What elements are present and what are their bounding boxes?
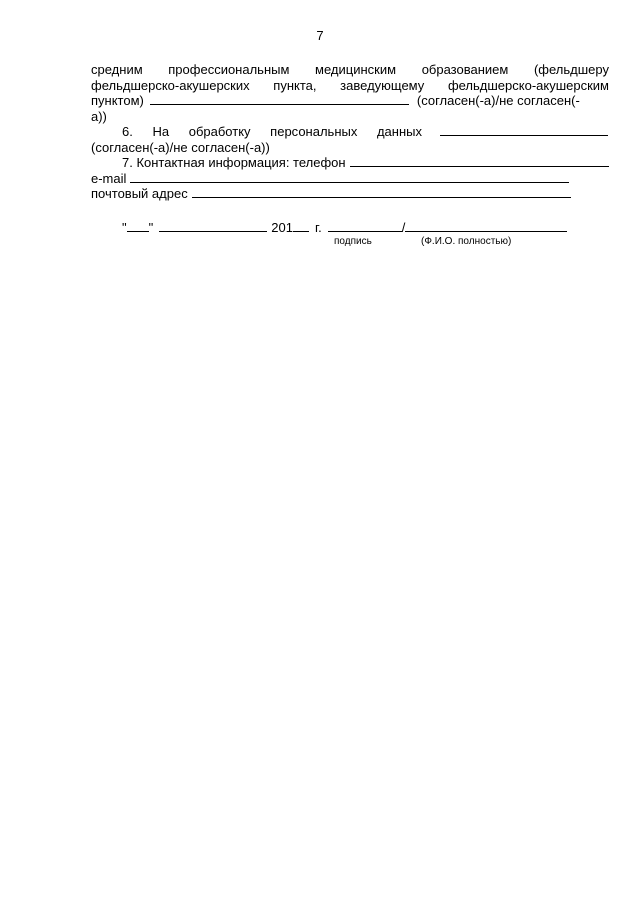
consent-answer-blank[interactable] [150,93,409,105]
date-signature-row [91,220,609,236]
word: профессиональным [168,62,290,77]
word: образованием [421,62,509,77]
email-label: e-mail [91,170,127,186]
postal-line [91,186,571,202]
full-name-field[interactable] [405,220,567,232]
postal-address-field[interactable] [192,186,571,198]
word: медицинским [315,62,397,77]
paragraph1-line3-end: (согласен(-а)/не согласен(- [416,93,580,108]
word: персональных [270,124,358,139]
word: пункта, [273,77,317,93]
year-field[interactable] [293,220,309,232]
word: средним [91,62,143,77]
paragraph1-line4 [91,109,609,125]
year-suffix: г. [314,219,322,235]
form-content [91,62,609,249]
signature-field[interactable] [328,220,402,232]
signature-captions [91,235,609,249]
month-field[interactable] [159,220,267,232]
word: На [152,124,170,139]
paragraph1-line3-start: пунктом) [91,93,144,108]
paragraph1-line2 [91,78,609,94]
postal-address-label: почтовый адрес [91,186,188,201]
signature-caption: подпись [334,236,372,247]
item6-line2 [91,140,609,156]
open-quote: " [122,219,127,235]
word: (фельдшеру [533,62,609,77]
item6-text [122,124,422,140]
email-field[interactable] [130,171,569,183]
item7-line [91,155,609,171]
phone-field[interactable] [350,155,609,167]
paragraph1-line3 [91,93,609,109]
personal-data-consent-blank[interactable] [440,124,608,136]
contact-info-label: 7. Контактная информация: телефон [122,155,346,170]
item6-line1 [91,124,609,140]
word: 6. [122,124,133,139]
item6-line2-text: (согласен(-а)/не согласен(-а)) [91,139,270,155]
word: фельдшерско-акушерским [447,77,609,93]
day-field[interactable] [127,220,149,232]
year-prefix: 201 [271,219,293,235]
word: обработку [188,124,251,139]
paragraph1-line4-text: а)) [91,108,107,124]
slash: / [401,219,406,235]
word: данных [376,124,422,139]
full-name-caption: (Ф.И.О. полностью) [421,236,512,247]
close-quote: " [148,219,154,235]
word: заведующему [340,77,425,93]
email-line [91,171,569,187]
page-number: 7 [316,28,324,43]
paragraph1-line1 [91,62,609,78]
word: фельдшерско-акушерских [91,77,250,93]
